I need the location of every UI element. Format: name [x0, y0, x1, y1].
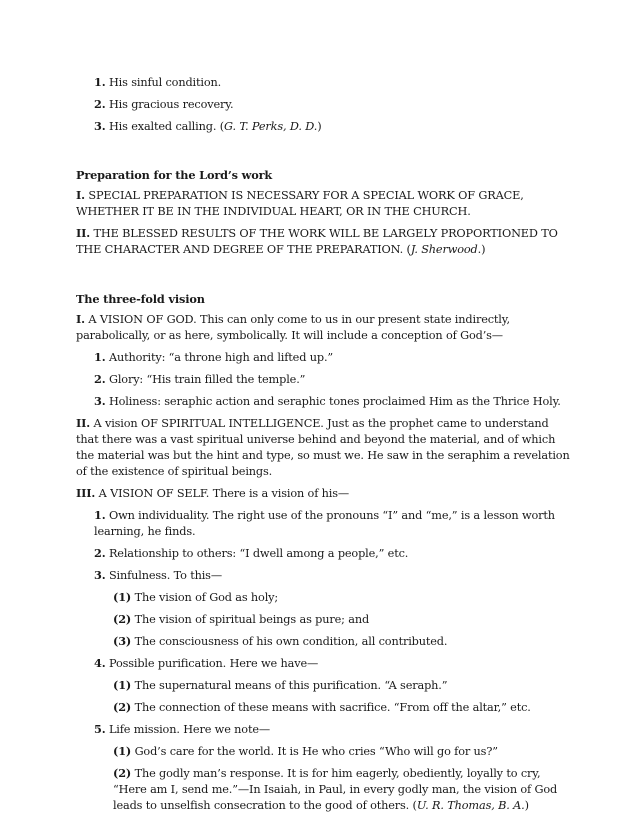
point-number: I. [76, 312, 85, 326]
intro-item-1 [76, 74, 570, 91]
point-number: I. [76, 188, 85, 202]
purification-sub-1 [76, 677, 570, 694]
purification-sub-2 [76, 699, 570, 716]
life-mission-sub-1 [76, 743, 570, 760]
sub-text: God’s care for the world. It is He who cries “Who will go for us?” [134, 745, 498, 758]
sub-number: 3. [94, 568, 106, 582]
point-text: A VISION OF SELF. There is a vision of his— [98, 487, 350, 500]
sub-number: (2) [113, 612, 132, 626]
citation-close: .) [477, 243, 486, 256]
sub-text: The consciousness of his own condition, all contributed. [134, 635, 448, 648]
vision-of-god-sub-1 [76, 349, 570, 366]
sub-text: Sinfulness. To this— [108, 569, 222, 582]
point-text: A VISION OF GOD. This can only come to us in our present state indirectly, parabolically, or as here, symbolically. It will include a conception of God’s— [76, 313, 510, 342]
sub-text: The vision of God as holy; [134, 591, 279, 604]
point-number: II. [76, 226, 91, 240]
sub-number: 2. [94, 546, 106, 560]
sub-text: Holiness: seraphic action and seraphic tones proclaimed Him as the Thrice Holy. [108, 395, 561, 408]
vision-of-self-sub-4 [76, 655, 570, 672]
sub-text: The connection of these means with sacrifice. “From off the altar,” etc. [134, 701, 531, 714]
citation-close: ) [317, 120, 322, 133]
vision-of-god-sub-2 [76, 371, 570, 388]
vision-of-self-sub-5 [76, 721, 570, 738]
sinfulness-sub-2 [76, 611, 570, 628]
item-number: 2. [94, 97, 106, 111]
section-heading-three-fold-vision: The three-fold vision [76, 292, 205, 306]
item-text: His exalted calling. ( [108, 120, 224, 133]
section2-point-3 [76, 485, 570, 502]
vision-of-self-sub-2 [76, 545, 570, 562]
sub-text: The vision of spiritual beings as pure; and [134, 613, 370, 626]
vision-of-self-sub-1 [76, 507, 570, 540]
sinfulness-sub-1 [76, 589, 570, 606]
sub-text: Possible purification. Here we have— [108, 657, 319, 670]
sub-number: 3. [94, 394, 106, 408]
section-heading-preparation: Preparation for the Lord’s work [76, 168, 273, 182]
point-text: SPECIAL PREPARATION IS NECESSARY FOR A SPECIAL WORK OF GRACE, WHETHER IT BE IN THE INDIVIDUAL HEART, OR IN THE CHURCH. [76, 189, 524, 218]
sub-number: 1. [94, 350, 106, 364]
vision-of-god-sub-3 [76, 393, 570, 410]
item-text: His gracious recovery. [108, 98, 234, 111]
point-text: THE BLESSED RESULTS OF THE WORK WILL BE LARGELY PROPORTIONED TO THE CHARACTER AND DEGREE OF THE PREPARATION. ( [76, 227, 558, 256]
sub-text: The godly man’s response. It is for him eagerly, obediently, loyally to cry, “Here am I, send me.”—In Isaiah, in Paul, in every godly man, the vision of God leads to unselfish consecration to the good of others. ( [113, 767, 558, 812]
sub-number: 5. [94, 722, 106, 736]
sub-number: (3) [113, 634, 132, 648]
section1-point-1 [76, 187, 570, 220]
sinfulness-sub-3 [76, 633, 570, 650]
section1-point-2 [76, 225, 570, 258]
sub-text: Relationship to others: “I dwell among a people,” etc. [108, 547, 409, 560]
intro-item-3 [76, 118, 570, 135]
author-citation: G. T. Perks, D. D. [223, 120, 318, 133]
item-number: 3. [94, 119, 106, 133]
sub-number: (2) [113, 766, 132, 780]
sub-text: The supernatural means of this purification. “A seraph.” [134, 679, 448, 692]
sub-number: 1. [94, 508, 106, 522]
point-number: III. [76, 486, 96, 500]
item-number: 1. [94, 75, 106, 89]
point-text: A vision OF SPIRITUAL INTELLIGENCE. Just as the prophet came to understand that there was a vast spiritual universe behind and beyond the material, and of which the material was but the hint and type, so must we. He saw in the seraphim a revelation of the existence of spiritual beings. [76, 417, 570, 478]
sub-number: 2. [94, 372, 106, 386]
section2-point-2 [76, 415, 570, 480]
citation-close: ) [524, 799, 529, 812]
sub-number: (1) [113, 744, 132, 758]
life-mission-sub-2 [76, 765, 570, 814]
sub-number: (2) [113, 700, 132, 714]
sub-text: Authority: “a throne high and lifted up.” [108, 351, 334, 364]
vision-of-self-sub-3 [76, 567, 570, 584]
intro-item-2 [76, 96, 570, 113]
item-text: His sinful condition. [108, 76, 222, 89]
author-citation: U. R. Thomas, B. A. [416, 799, 525, 812]
sub-number: (1) [113, 678, 132, 692]
author-citation: J. Sherwood [410, 243, 478, 256]
sub-number: 4. [94, 656, 106, 670]
point-number: II. [76, 416, 91, 430]
sub-text: Life mission. Here we note— [108, 723, 271, 736]
sub-number: (1) [113, 590, 132, 604]
sub-text: Glory: “His train filled the temple.” [108, 373, 306, 386]
sub-text: Own individuality. The right use of the pronouns “I” and “me,” is a lesson worth learning, he finds. [94, 509, 555, 538]
section2-point-1 [76, 311, 570, 344]
